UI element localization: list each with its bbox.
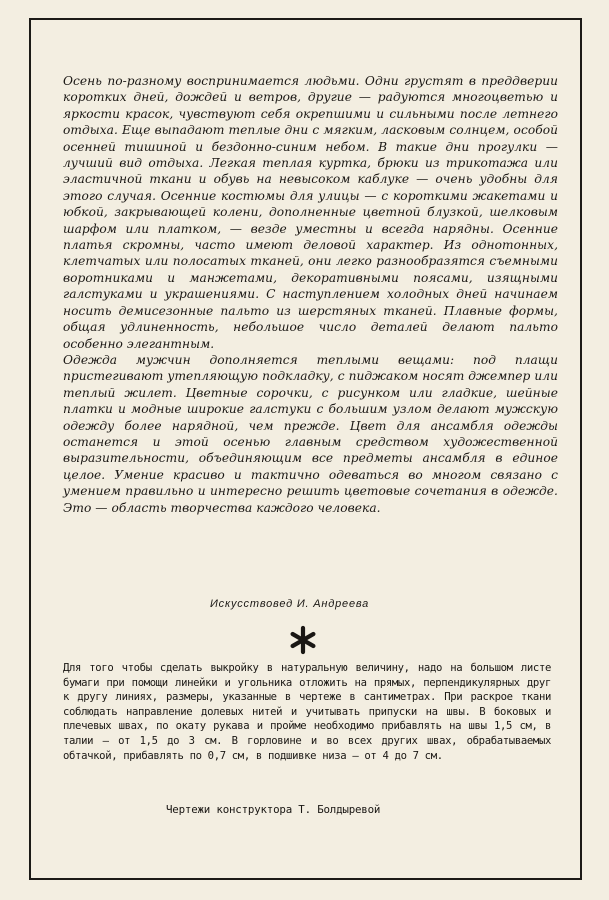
article-paragraph-2: Одежда мужчин дополняется теплыми вещами: под плащи пристегивают утепляющую подкладку, с пиджаком носят джемпер или теплый жилет. Цветные сорочки, с рисунком или гладкие, шейные платки и модные широкие галстуки с большим узлом делают мужскую одежду более нарядной, чем прежде. Цвет для ансамбля одежды останется и этой осенью главным средством художественной выразительности, объединяющим все предметы ансамбля в единое целое. Умение красиво и тактично одеваться во многом связано с умением правильно и интересно решить цветовые сочетания в одежде. Это — область творчества каждого человека.: [63, 352, 558, 515]
author-signature: Искусствовед И. Андреева: [210, 598, 370, 610]
asterisk-ornament-icon: [288, 625, 318, 655]
article-body: [63, 73, 558, 516]
pattern-instructions: Для того чтобы сделать выкройку в натуральную величину, надо на большом листе бумаги при помощи линейки и угольника отложить на прямых, перпендикулярных друг к другу линиях, размеры, указанные в чертеже в сантиметрах. При раскрое ткани соблюдать направление долевых нитей и учитывать припуски на швы. В боковых и плечевых швах, по окату рукава и пройме необходимо прибавлять на швы 1,5 см, в талии — от 1,5 до 3 см. В горловине и во всех других швах, обрабатываемых обтачкой, прибавлять по 0,7 см, в подшивке низа — от 4 до 7 см.: [63, 662, 551, 762]
article-paragraph-1: Осень по-разному воспринимается людьми. Одни грустят в преддверии коротких дней, дождей и ветров, другие — радуются многоцветью и яркости красок, чувствуют себя окрепшими и сильными после летнего отдыха. Еще выпадают теплые дни с мягким, ласковым солнцем, особой осенней тишиной и бездонно-синим небом. В такие дни прогулки — лучший вид отдыха. Легкая теплая куртка, брюки из трикотажа или эластичной ткани и обувь на невысоком каблуке — очень удобны для этого случая. Осенние костюмы для улицы — с короткими жакетами и юбкой, закрывающей колени, дополненные цветной блузкой, шелковым шарфом или платком, — везде уместны и всегда нарядны. Осенние платья скромны, часто имеют деловой характер. Из однотонных, клетчатых или полосатых тканей, они легко разнообразятся съемными воротниками и манжетами, декоративными поясами, изящными галстуками и украшениями. С наступлением холодных дней начинаем носить демисезонные пальто из шерстяных тканей. Плавные формы, общая удлиненность, небольшое число деталей делают пальто особенно элегантным.: [63, 74, 558, 351]
drawings-credit: Чертежи конструктора Т. Болдыревой: [166, 803, 381, 816]
